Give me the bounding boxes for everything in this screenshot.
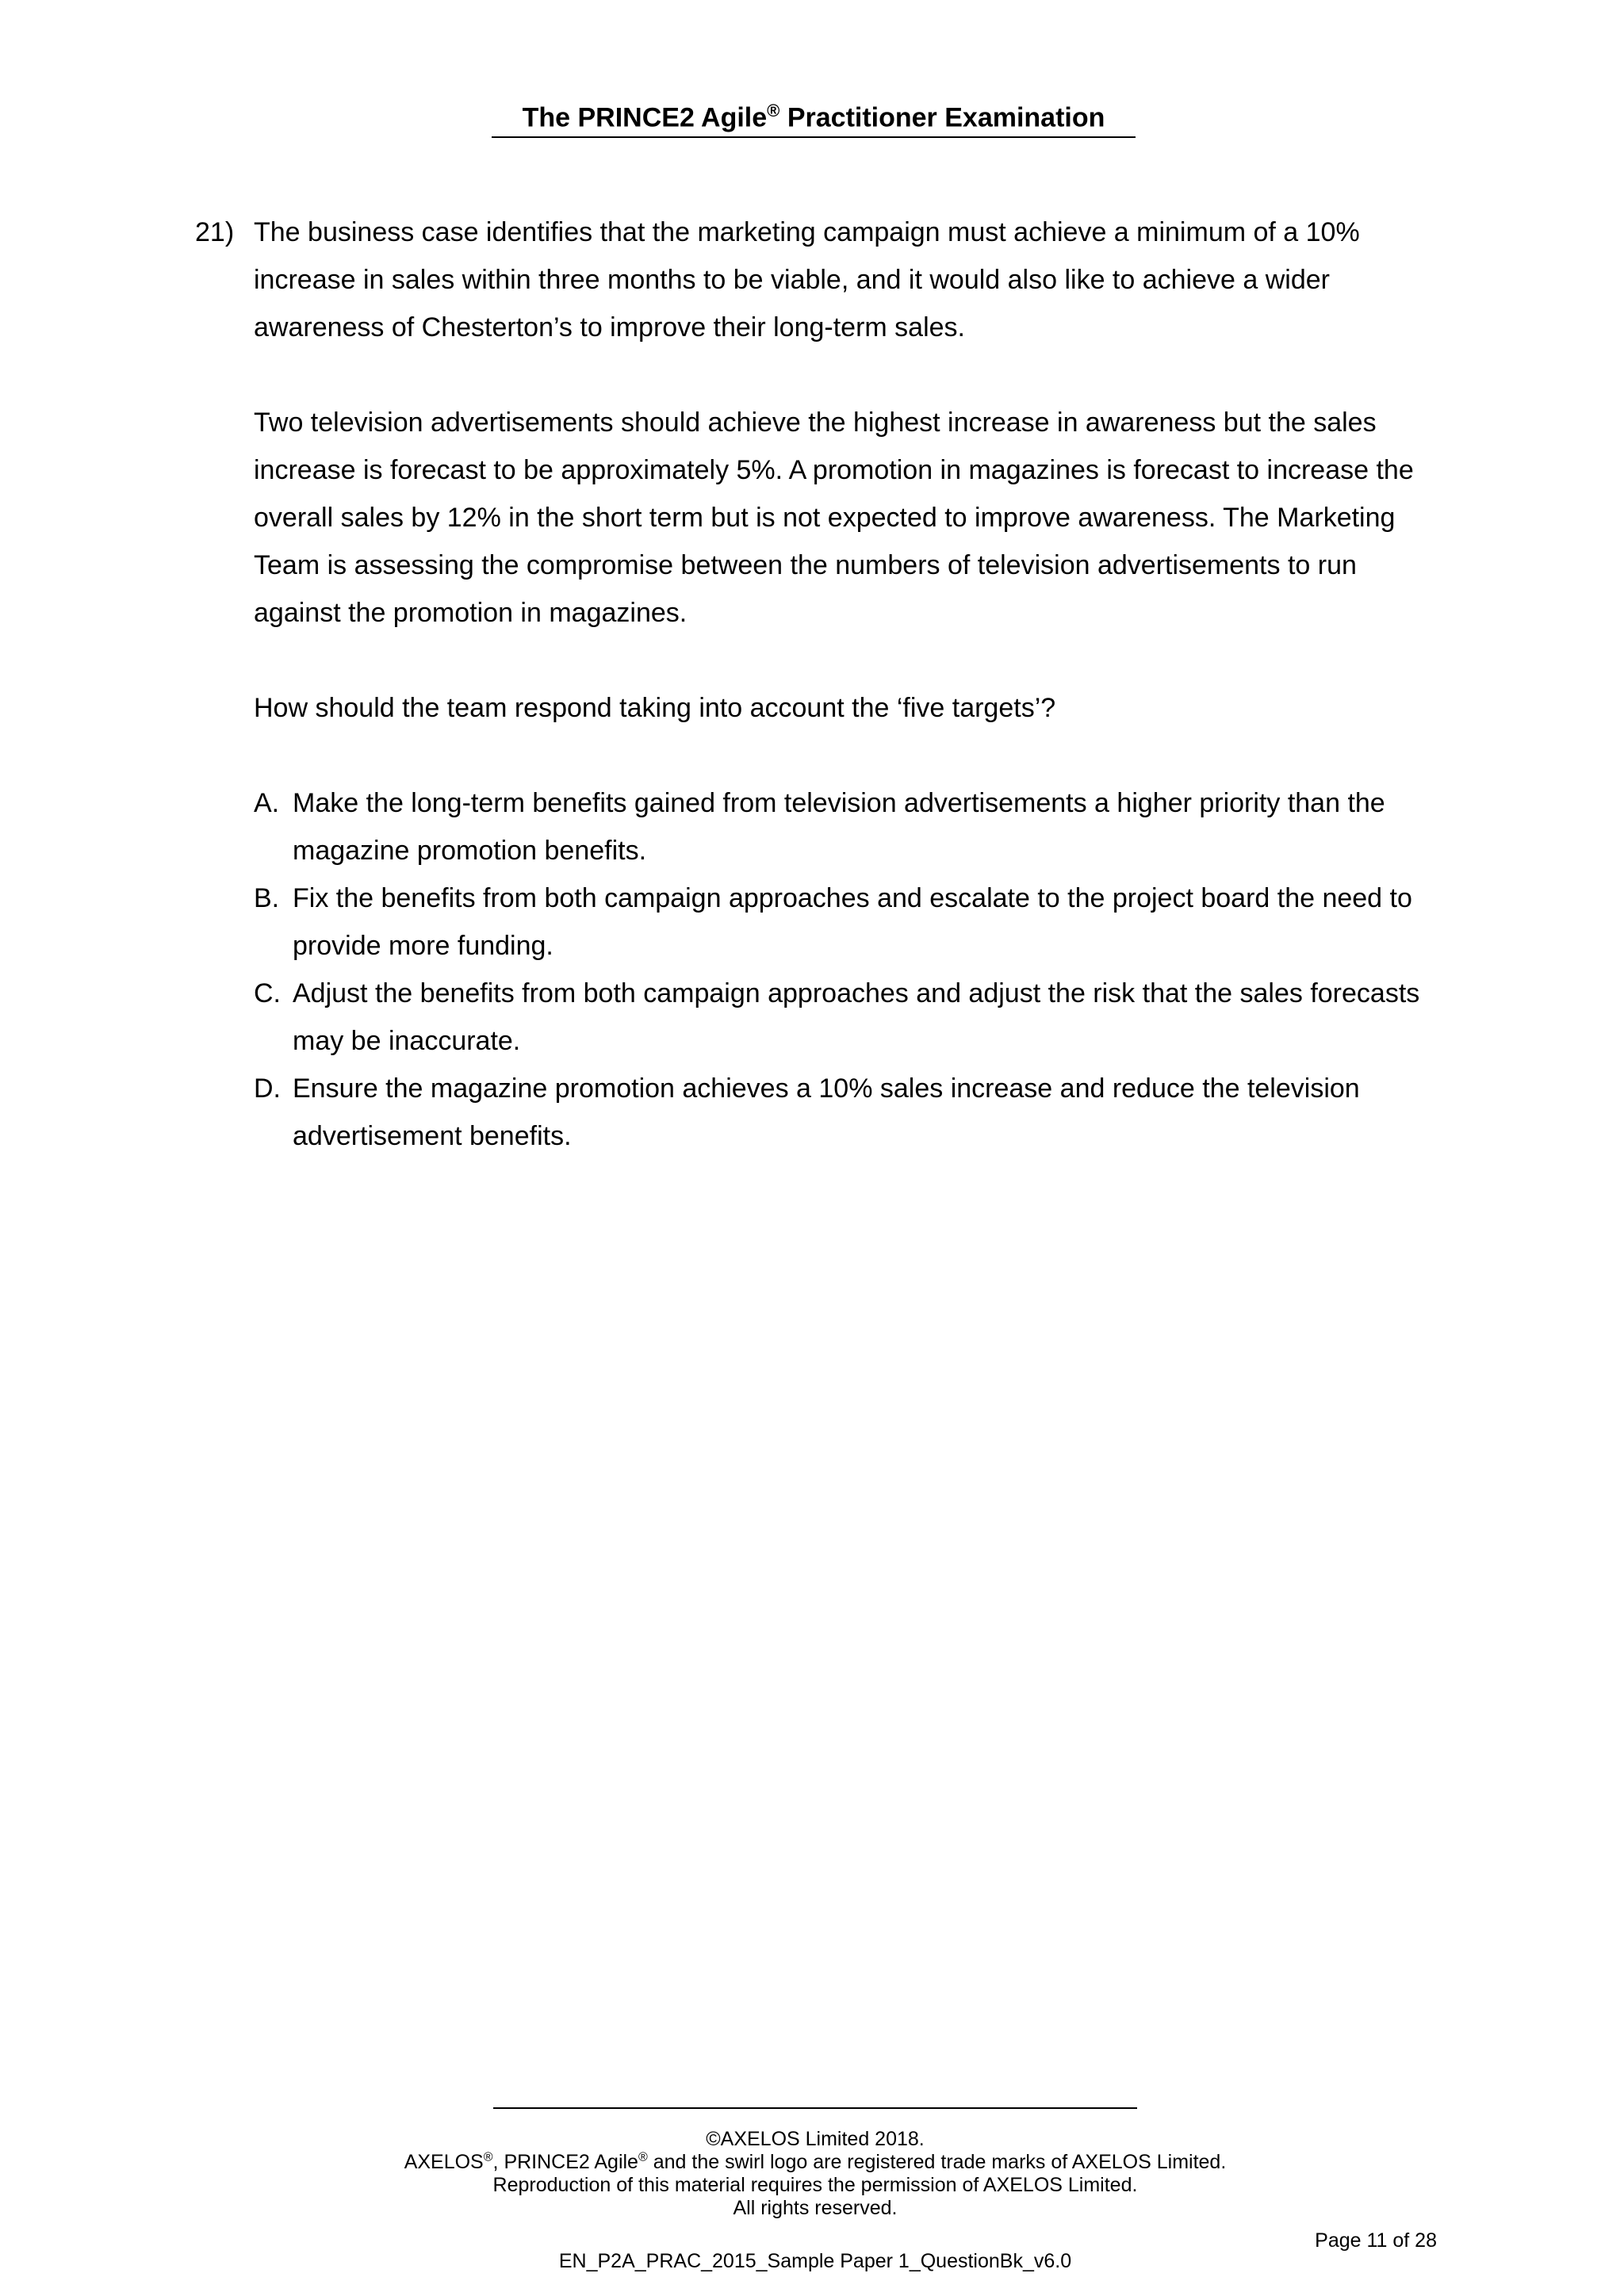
trademark-axelos: AXELOS — [404, 2151, 484, 2173]
question-paragraph: Two television advertisements should achieve the highest increase in awareness but the sales increase is forecast to be approximately 5%. A promotion in magazines is forecast to increase the overall sales by 12% in the short term but is not expected to improve awareness. The Marketing Team is assessing the compromise between the numbers of television advertisements to run against the promotion in magazines. — [254, 408, 1414, 628]
page-footer — [257, 2128, 1373, 2220]
document-code: EN_P2A_PRAC_2015_Sample Paper 1_QuestionBk_v6.0 — [558, 2250, 1072, 2272]
registered-mark: ® — [483, 2150, 493, 2164]
answer-options — [254, 779, 1443, 1160]
answer-option-b — [254, 874, 1443, 970]
paragraph-spacer — [254, 732, 1443, 779]
trademark-rest: and the swirl logo are registered trade marks of AXELOS Limited. — [647, 2151, 1227, 2173]
page-header-title — [492, 94, 1136, 135]
paragraph-spacer — [254, 351, 1443, 399]
option-letter: D. — [254, 1073, 281, 1104]
footer-copyright: ©AXELOS Limited 2018. — [706, 2128, 925, 2150]
footer-rights: All rights reserved. — [733, 2197, 898, 2219]
option-text: Fix the benefits from both campaign approaches and escalate to the project board the need to provide more funding. — [293, 883, 1412, 961]
answer-option-d — [254, 1065, 1443, 1160]
question-stem: How should the team respond taking into account the ‘five targets’? — [254, 693, 1056, 723]
option-letter: C. — [254, 978, 281, 1008]
answer-option-c — [254, 970, 1443, 1065]
question-paragraph: The business case identifies that the marketing campaign must achieve a minimum of a 10% increase in sales within three months to be viable, and it would also like to achieve a wider awareness of Chesterton’s to improve their long-term sales. — [254, 217, 1360, 342]
option-text: Ensure the magazine promotion achieves a 10% sales increase and reduce the television advertisement benefits. — [293, 1073, 1360, 1151]
header-title-rest: Practitioner Examination — [779, 102, 1105, 133]
option-text: Adjust the benefits from both campaign approaches and adjust the risk that the sales forecasts may be inaccurate. — [293, 978, 1420, 1056]
paragraph-spacer — [254, 637, 1443, 684]
option-letter: B. — [254, 883, 280, 913]
footer-reproduction: Reproduction of this material requires the permission of AXELOS Limited. — [492, 2174, 1138, 2196]
option-letter: A. — [254, 788, 280, 818]
question-number: 21) — [195, 217, 235, 247]
page-number: Page 11 of 28 — [1315, 2229, 1437, 2252]
footer-trademark — [257, 2151, 1373, 2174]
footer-divider — [493, 2107, 1137, 2109]
header-divider — [492, 136, 1136, 138]
question-body — [254, 209, 1443, 1160]
registered-mark: ® — [638, 2150, 648, 2164]
option-text: Make the long-term benefits gained from television advertisements a higher priority than the magazine promotion benefits. — [293, 788, 1385, 866]
trademark-prince2: , PRINCE2 Agile — [492, 2151, 638, 2173]
answer-option-a — [254, 779, 1443, 874]
registered-mark: ® — [767, 101, 780, 121]
header-title-main: The PRINCE2 Agile — [522, 102, 768, 133]
